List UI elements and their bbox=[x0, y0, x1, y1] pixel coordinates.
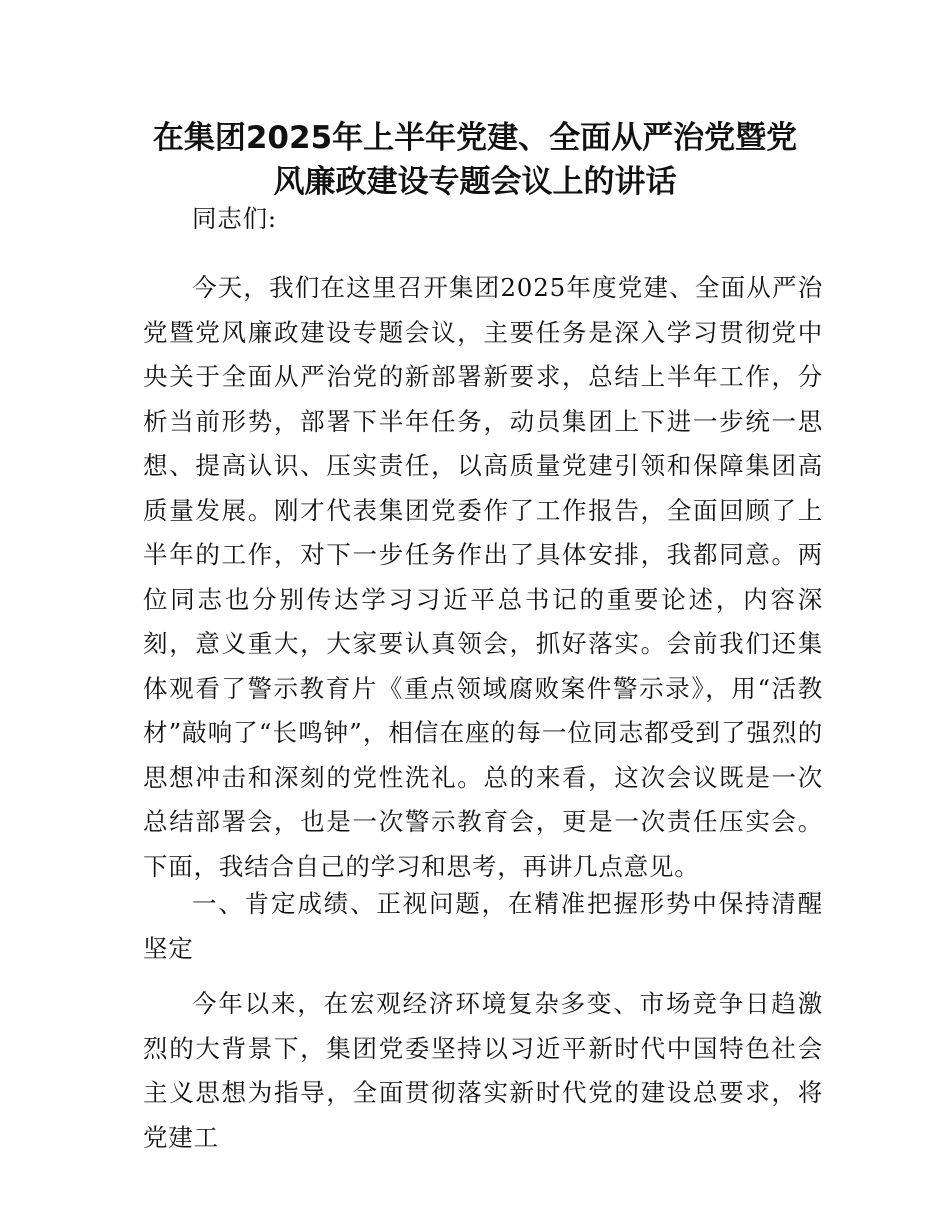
document-title-line-1: 在集团2025年上半年党建、全面从严治党暨党 bbox=[152, 120, 798, 156]
section-1-paragraph: 今年以来，在宏观经济环境复杂多变、市场竞争日趋激烈的大背景下，集团党委坚持以习近平新时代中国特色社会主义思想为指导，全面贯彻落实新时代党的建设总要求，将党建工 bbox=[143, 989, 823, 1152]
opening-paragraph: 今天，我们在这里召开集团2025年度党建、全面从严治党暨党风廉政建设专题会议，主要任务是深入学习贯彻党中央关于全面从严治党的新部署新要求，总结上半年工作，分析当前形势，部署下半年任务，动员集团上下进一步统一思想、提高认识、压实责任，以高质量党建引领和保障集团高质量发展。刚才代表集团党委作了工作报告，全面回顾了上半年的工作，对下一步任务作出了具体安排，我都同意。两位同志也分别传达学习习近平总书记的重要论述，内容深刻，意义重大，大家要认真领会，抓好落实。会前我们还集体观看了警示教育片《重点领域腐败案件警示录》，用“活教材”敲响了“长鸣钟”，相信在座的每一位同志都受到了强烈的思想冲击和深刻的党性洗礼。总的来看，这次会议既是一次总结部署会，也是一次警示教育会，更是一次责任压实会。下面，我结合自己的学习和思考，再讲几点意见。 bbox=[143, 273, 823, 881]
greeting: 同志们: bbox=[192, 204, 277, 233]
section-heading-1: 一、肯定成绩、正视问题，在精准把握形势中保持清醒坚定 bbox=[143, 889, 823, 963]
document-title-line-2: 风廉政建设专题会议上的讲话 bbox=[273, 164, 677, 200]
